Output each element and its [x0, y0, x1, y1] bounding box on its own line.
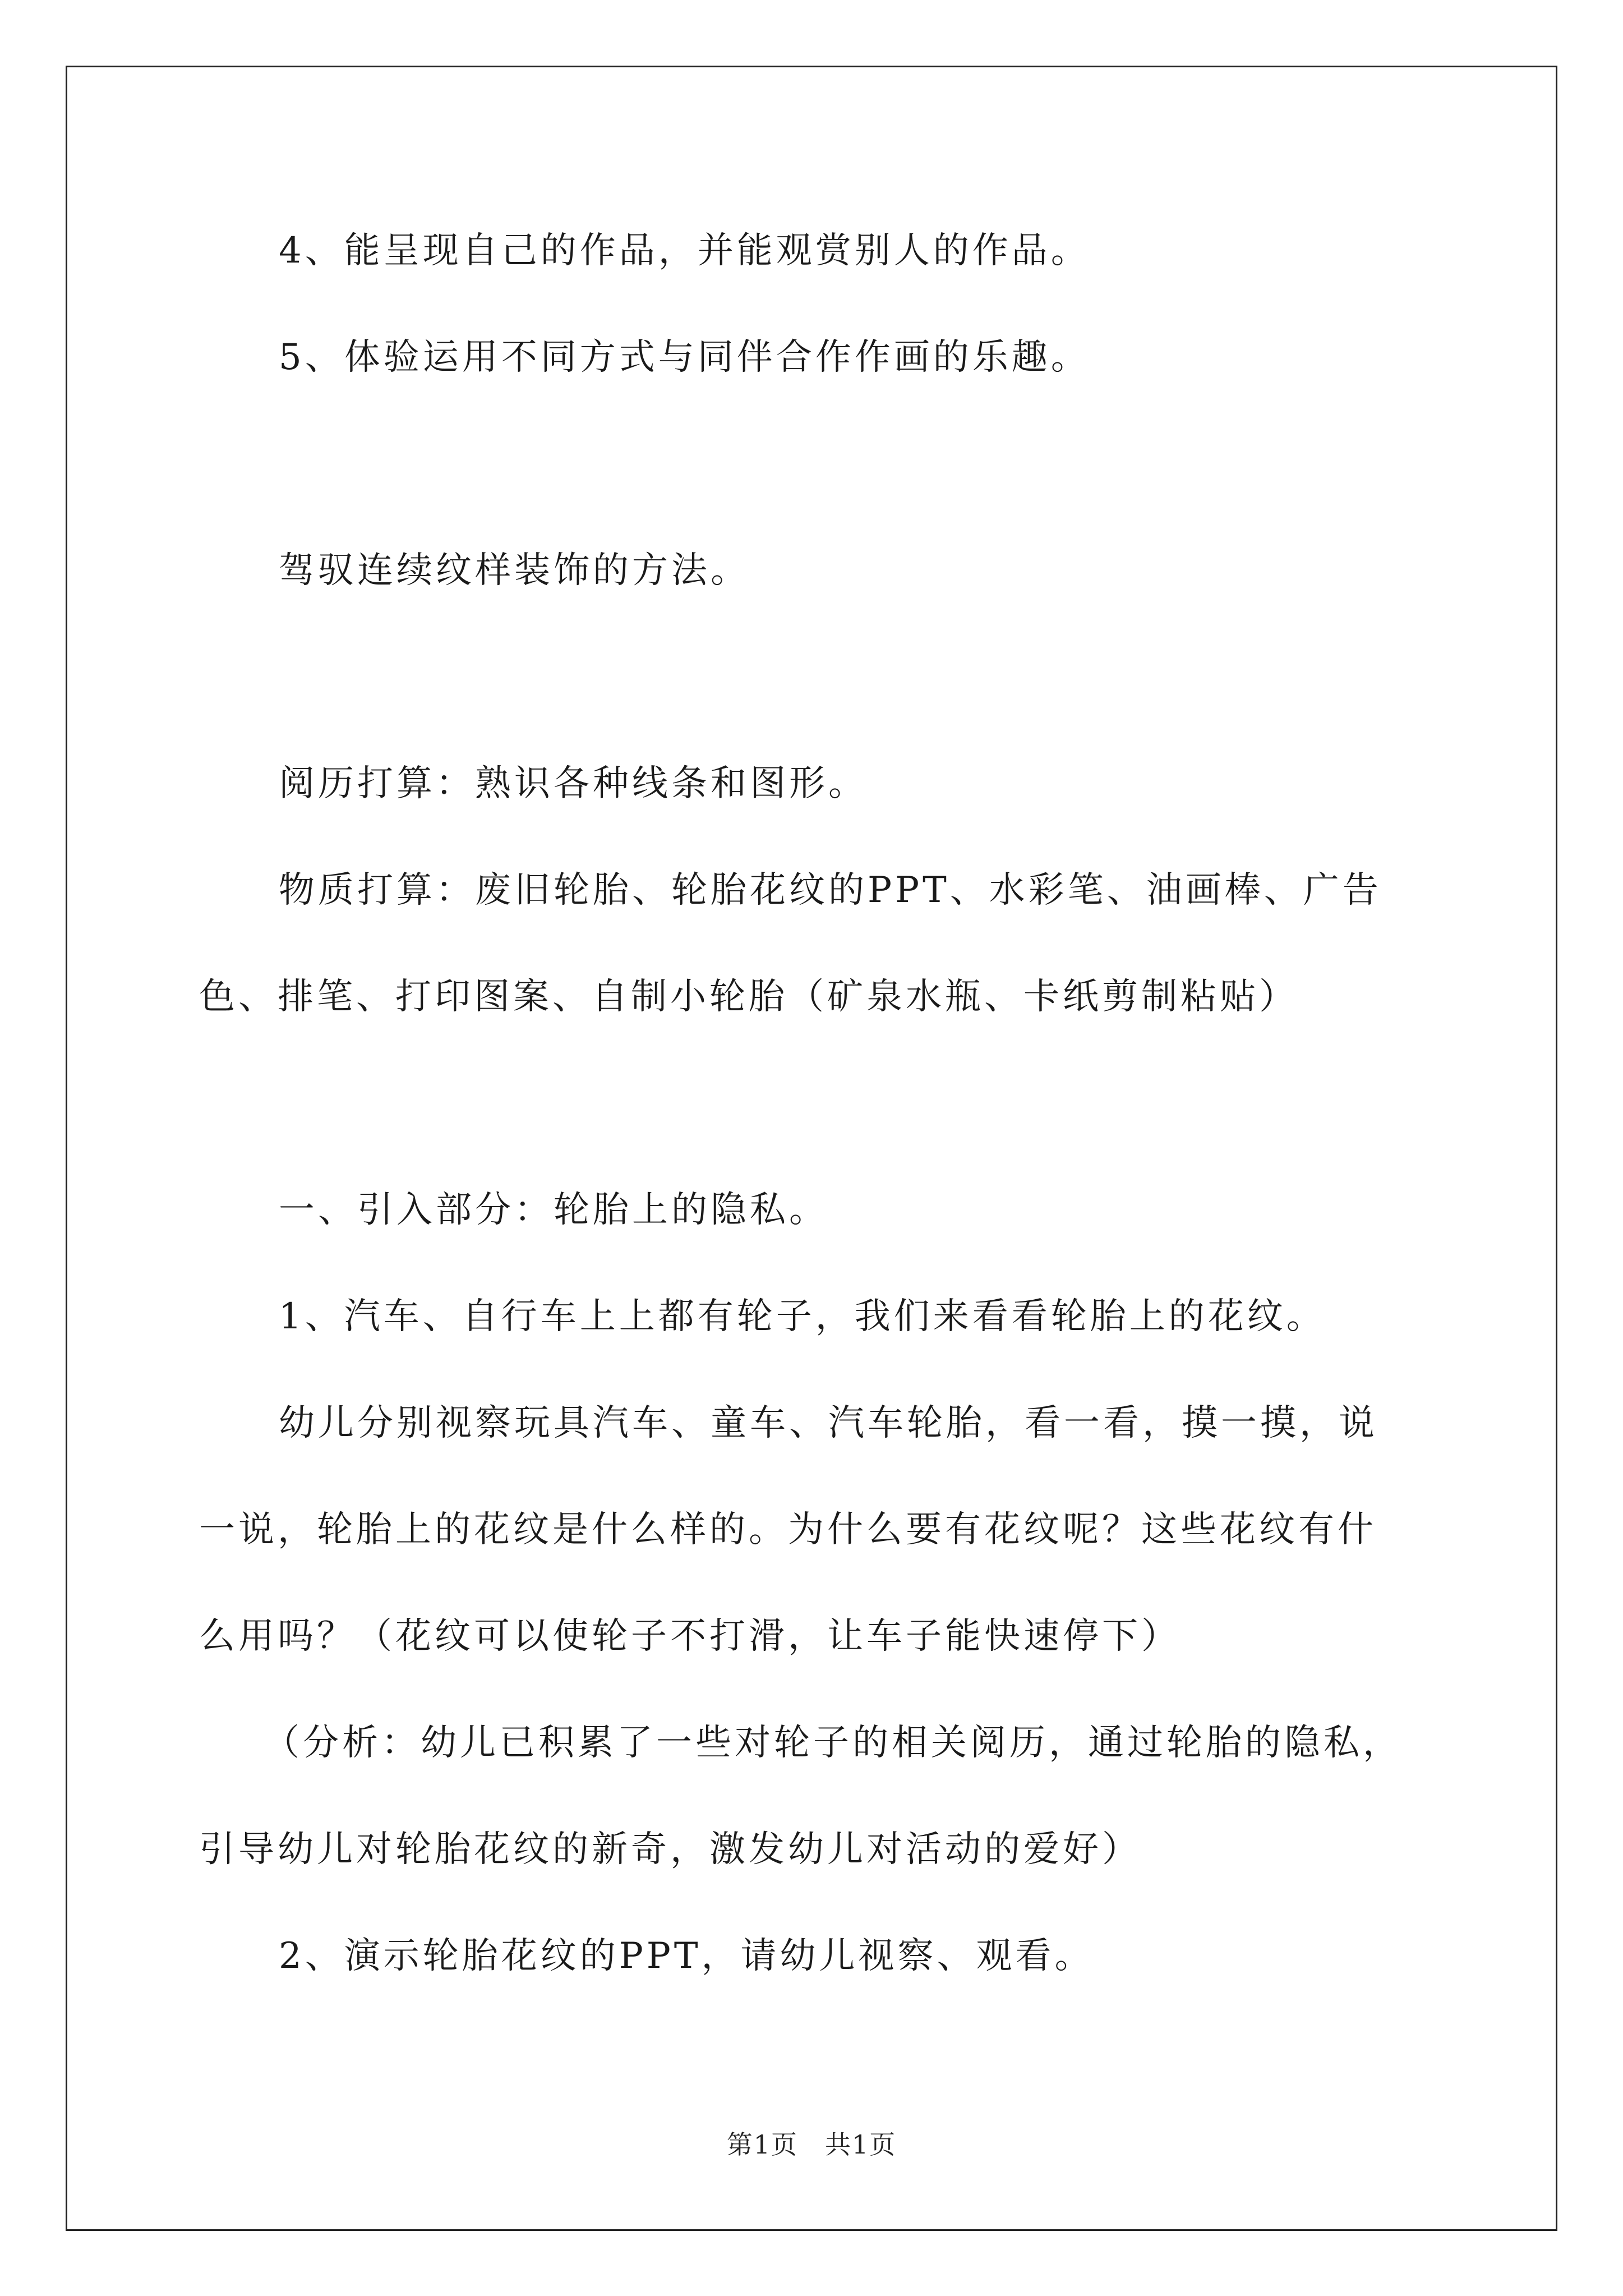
paragraph-material-prep-line2: 色、排笔、打印图案、自制小轮胎（矿泉水瓶、卡纸剪制粘贴）: [199, 976, 1298, 1018]
paragraph-step-1: 1、汽车、自行车上上都有轮子，我们来看看轮胎上的花纹。: [279, 1296, 1326, 1337]
paragraph-analysis-line2: 引导幼儿对轮胎花纹的新奇，激发幼儿对活动的爱好）: [199, 1829, 1141, 1870]
paragraph-material-prep-line1: 物质打算：废旧轮胎、轮胎花纹的PPT、水彩笔、油画棒、广告: [279, 869, 1382, 911]
paragraph-step-2: 2、演示轮胎花纹的PPT，请幼儿视察、观看。: [279, 1935, 1094, 1977]
paragraph-item-5: 5、体验运用不同方式与同伴合作作画的乐趣。: [279, 337, 1090, 378]
paragraph-section-intro: 一、引入部分：轮胎上的隐私。: [279, 1189, 828, 1231]
paragraph-experience-prep: 阅历打算：熟识各种线条和图形。: [279, 763, 868, 804]
paragraph-item-4: 4、能呈现自己的作品，并能观赏别人的作品。: [279, 230, 1090, 272]
page-border: [66, 66, 1557, 2231]
paragraph-key-point: 驾驭连续纹样装饰的方法。: [279, 550, 750, 591]
paragraph-observe-line1: 幼儿分别视察玩具汽车、童车、汽车轮胎，看一看，摸一摸，说: [279, 1402, 1378, 1444]
paragraph-analysis-line1: （分析：幼儿已积累了一些对轮子的相关阅历，通过轮胎的隐私，: [264, 1722, 1402, 1764]
paragraph-observe-line3: 么用吗？（花纹可以使轮子不打滑，让车子能快速停下）: [199, 1616, 1181, 1657]
paragraph-observe-line2: 一说，轮胎上的花纹是什么样的。为什么要有花纹呢？这些花纹有什: [199, 1509, 1377, 1550]
page-number-footer: 第1页 共1页: [726, 2129, 897, 2160]
